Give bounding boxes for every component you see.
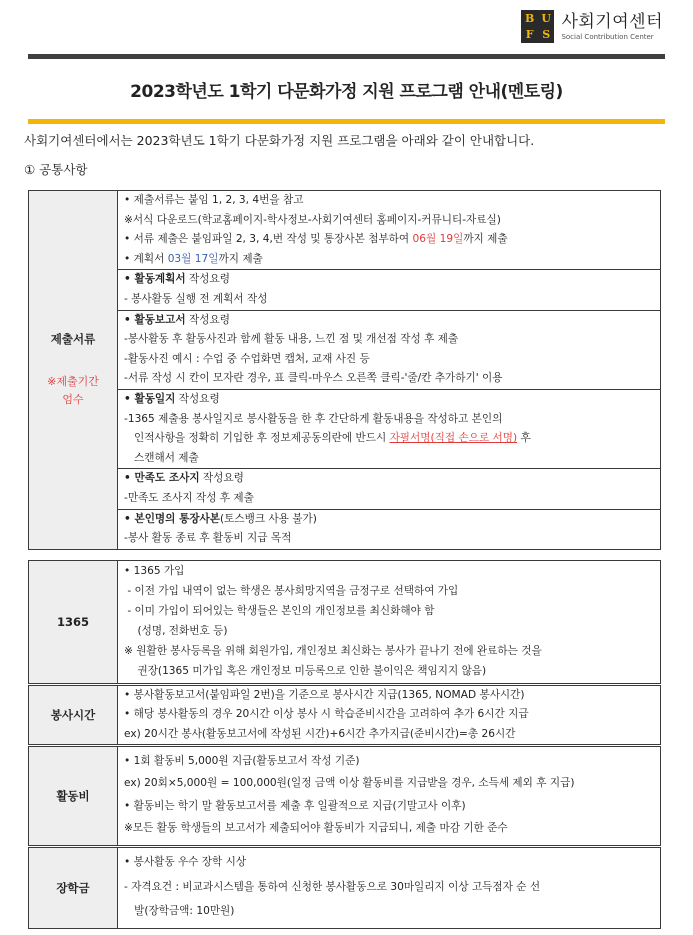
text-line: -활동사진 예시 : 수업 중 수업화면 캡처, 교재 사진 등: [124, 352, 370, 365]
scholarship-cell: [118, 848, 660, 924]
scholarship-label-cell: [29, 848, 118, 928]
text-line: - 이미 가입이 되어있는 학생들은 본인의 개인정보를 최신화해야 함: [124, 605, 435, 617]
org-name-en: Social Contribution Center: [561, 32, 654, 41]
text-line: (성명, 전화번호 등): [124, 625, 228, 637]
text-line: - 봉사활동 실행 전 계획서 작성: [124, 292, 268, 305]
text-line: -1365 제출용 봉사일지로 봉사활동을 한 후 간단하게 활동내용을 작성하고 본인의: [124, 412, 503, 425]
bankbook-cell: [118, 510, 660, 549]
note-line: 엄수: [62, 393, 84, 406]
text-line: -봉사활동 후 활동사진과 함께 활동 내용, 느낀 점 및 개선점 작성 후 제출: [124, 333, 459, 346]
org-block: [561, 12, 663, 42]
note-line: ※제출기간: [47, 375, 99, 388]
text-line: • 해당 봉사활동의 경우 20시간 이상 봉사 시 학습준비시간을 고려하여 추가 6시간 지급: [124, 708, 529, 721]
text-span: 까지 제출: [463, 233, 508, 246]
text-span: • 계획서: [124, 252, 168, 265]
text-line: ex) 20시간 봉사(활동보고서에 작성된 시간)+6시간 추가지급(준비시간)=총 26시간: [124, 727, 516, 740]
text-span: 작성요령: [185, 273, 230, 286]
cell-title-bold: • 본인명의 통장사본: [124, 512, 221, 525]
logo-letter: B: [525, 11, 535, 25]
text-line: • 활동비는 학기 말 활동보고서를 제출 후 일괄적으로 지급(기말고사 이후): [124, 799, 466, 812]
cell-title: [124, 510, 656, 530]
text-line: [124, 230, 656, 250]
text-line: • 제출서류는 붙임 1, 2, 3, 4번을 참고: [124, 194, 304, 206]
submission-label-cell: [29, 191, 118, 549]
org-name: 사회기여센터: [561, 11, 663, 32]
hours-label-cell: [29, 686, 118, 744]
text-span: 작성요령: [199, 472, 244, 485]
cell-title: [124, 469, 656, 489]
text-line: ※모든 활동 학생들의 보고서가 제출되어야 활동비가 지급되니, 제출 마감 기한 준수: [124, 822, 508, 835]
cell-title-bold: • 활동일지: [124, 392, 176, 405]
text-line: • 1365 가입: [124, 565, 185, 577]
text-span: 인적사항을 정확히 기입한 후 정보제공동의란에 반드시: [134, 432, 390, 445]
submission-deadline-note: [47, 373, 99, 409]
text-span: • 서류 제출은 붙임파일 2, 3, 4,번 작성 및 통장사본 첨부하여: [124, 233, 413, 246]
plan-cell: [118, 270, 660, 310]
submission-label: 제출서류: [50, 332, 96, 346]
final-deadline: 06월 19일: [412, 233, 464, 246]
text-line: 스캔해서 제출: [134, 451, 199, 464]
text-span: (토스뱅크 사용 불가): [220, 512, 317, 525]
logo-letter: F: [525, 28, 534, 42]
v1365-cell: [118, 561, 660, 681]
logo-letter: U: [541, 11, 551, 25]
volunteer-1365-block: [28, 560, 661, 684]
text-line: [124, 250, 656, 270]
cell-title-bold: • 활동보고서: [124, 313, 186, 326]
text-line: • 봉사활동 우수 장학 시상: [124, 856, 247, 868]
text-line: 발(장학금액: 10만원): [124, 905, 235, 917]
hours-content: [118, 686, 660, 744]
general-cell: [118, 191, 660, 270]
text-line: -만족도 조사지 작성 후 제출: [124, 491, 254, 504]
cell-title: [124, 311, 656, 331]
text-line: ※서식 다운로드(학교홈페이지-학사정보-사회기여센터 홈페이지-커뮤니티-자료실): [124, 213, 501, 226]
text-line: - 자격요건 : 비교과시스템을 통하여 신청한 봉사활동으로 30마일리지 이상 고득점자 순 선: [124, 880, 541, 893]
text-line: ex) 20회×5,000원 = 100,000원(일정 금액 이상 활동비를 지급받을 경우, 소득세 제외 후 지급): [124, 777, 575, 790]
submission-content: [118, 191, 660, 549]
text-span: 까지 제출: [218, 252, 263, 265]
text-span: 작성요령: [185, 313, 230, 326]
signature-note: 자필서명(직접 손으로 서명): [389, 432, 518, 445]
intro-text: 사회기여센터에서는 2023학년도 1학기 다문화가정 지원 프로그램을 아래와 같이 안내합니다.: [24, 133, 535, 148]
cell-title-bold: • 만족도 조사지: [124, 472, 200, 485]
expenses-label: 활동비: [56, 789, 90, 803]
scholarship-block: [28, 847, 661, 929]
expenses-cell: [118, 747, 660, 840]
text-span: 후: [517, 432, 531, 445]
hours-label: 봉사시간: [50, 708, 96, 722]
survey-cell: [118, 469, 660, 509]
page-title: 2023학년도 1학기 다문화가정 지원 프로그램 안내(멘토링): [130, 82, 563, 102]
submission-block: [28, 190, 661, 550]
hours-block: [28, 685, 661, 745]
expenses-block: [28, 746, 661, 846]
section-heading: ① 공통사항: [24, 162, 88, 177]
text-line: ※ 원활한 봉사등록을 위해 회원가입, 개인정보 최신화는 봉사가 끝나기 전에 완료하는 것을: [124, 645, 542, 657]
plan-deadline: 03월 17일: [167, 252, 219, 265]
journal-cell: [118, 390, 660, 469]
cell-title-bold: • 활동계획서: [124, 273, 186, 286]
text-line: • 봉사활동보고서(붙임파일 2번)을 기준으로 봉사시간 지급(1365, NOMAD 봉사시간): [124, 689, 525, 701]
text-line: • 1회 활동비 5,000원 지급(활동보고서 작성 기준): [124, 755, 360, 767]
text-line: -서류 작성 시 칸이 모자란 경우, 표 클릭-마우스 오른쪽 클릭-'줄/칸 추가하기' 이용: [124, 372, 503, 385]
cell-title: [124, 390, 656, 410]
v1365-label-cell: [29, 561, 118, 683]
logo-letter: S: [542, 28, 551, 42]
expenses-label-cell: [29, 747, 118, 845]
expenses-content: [118, 747, 660, 845]
scholarship-label: 장학금: [56, 881, 90, 895]
title-divider: [28, 119, 665, 124]
hours-cell: [118, 686, 660, 744]
v1365-label: 1365: [56, 615, 89, 629]
text-line: -봉사 활동 종료 후 활동비 지급 목적: [124, 532, 292, 545]
text-line: [124, 429, 656, 449]
header: [521, 10, 663, 43]
report-cell: [118, 311, 660, 390]
bufs-logo: [521, 10, 554, 43]
text-line: 권장(1365 미가입 혹은 개인정보 미등록으로 인한 불이익은 책임지지 않음): [124, 665, 487, 677]
text-span: 작성요령: [175, 392, 220, 405]
scholarship-content: [118, 848, 660, 928]
text-line: - 이전 가입 내역이 없는 학생은 봉사희망지역을 금정구로 선택하여 가입: [124, 585, 459, 597]
header-divider: [28, 54, 665, 59]
cell-title: [124, 270, 656, 290]
v1365-content: [118, 561, 660, 683]
